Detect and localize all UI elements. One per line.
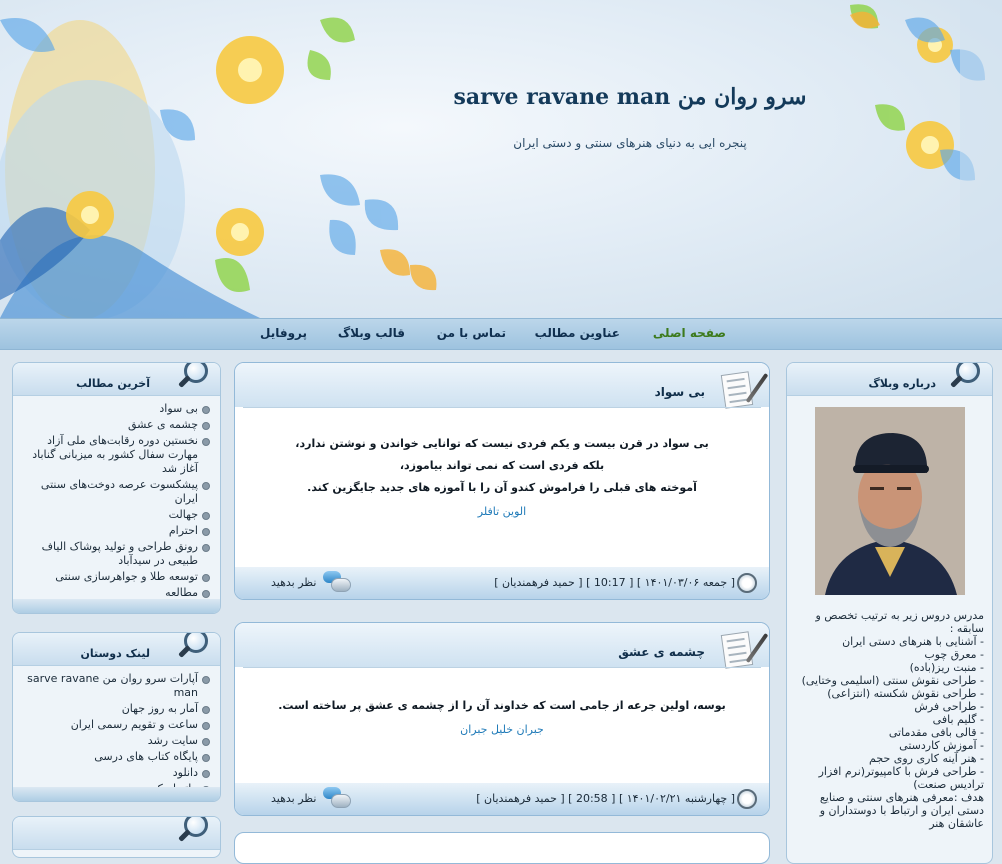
box-footer xyxy=(13,599,220,613)
about-line: - هنر آینه کاری روی حجم xyxy=(869,752,984,765)
post-quote-author: الوین تافلر xyxy=(477,505,527,518)
nav-home[interactable]: صفحه اصلی xyxy=(652,326,726,340)
site-subtitle: پنجره ایی به دنیای هنرهای سنتی و دستی ایران xyxy=(513,136,747,150)
post-body xyxy=(235,433,769,518)
list-item[interactable]: مطالعه xyxy=(23,586,212,600)
about-line: - منبت ریز(باده) xyxy=(909,661,984,674)
post-text-line: بلکه فردی است که نمی تواند بیاموزد، xyxy=(399,459,605,472)
next-sidebar-box xyxy=(12,816,221,858)
nav-contact[interactable]: تماس با من xyxy=(436,326,506,340)
comment-bubble-icon[interactable] xyxy=(323,787,349,807)
about-line: - طراحی فرش با کامپیوتر(نرم افزار ترادیس صنعت) xyxy=(818,765,984,791)
post-card xyxy=(234,622,770,816)
about-blog-box xyxy=(786,362,993,864)
author-photo xyxy=(815,407,965,595)
clock-icon xyxy=(737,573,757,593)
friends-links-title: لینک دوستان xyxy=(80,647,150,660)
about-text xyxy=(795,609,984,830)
list-item[interactable]: نخستین دوره رقابت‌های ملی آزاد مهارت سفال کشور به میزبانی گناباد آغاز شد xyxy=(23,434,212,476)
magnifier-icon xyxy=(948,362,982,391)
about-line: - طراحی فرش xyxy=(914,700,984,713)
about-line: - قالی بافی مقدماتی xyxy=(888,726,984,739)
comment-bubble-icon[interactable] xyxy=(323,571,349,591)
list-item[interactable]: توسعه طلا و جواهرسازی سنتی xyxy=(23,570,212,584)
post-title[interactable]: بی سواد xyxy=(654,385,705,399)
recent-posts-box xyxy=(12,362,221,614)
divider xyxy=(243,667,761,668)
floral-decoration xyxy=(0,0,1002,318)
about-line: - آشنایی با هنرهای دستی ایران xyxy=(842,635,984,648)
magnifier-icon xyxy=(176,816,210,845)
site-title[interactable]: سرو روان من sarve ravane man xyxy=(453,84,807,110)
comment-link[interactable]: نظر بدهید xyxy=(271,792,317,805)
list-item[interactable]: دانلود xyxy=(23,766,212,780)
nav-template[interactable]: قالب وبلاگ xyxy=(337,326,405,340)
post-title[interactable]: چشمه ی عشق xyxy=(618,645,705,659)
magnifier-icon xyxy=(176,362,210,391)
list-item[interactable]: آپارات سرو روان من sarve ravane man xyxy=(23,672,212,700)
list-item[interactable]: پایگاه کتاب های درسی xyxy=(23,750,212,764)
about-title: درباره وبلاگ xyxy=(868,377,936,390)
box-footer xyxy=(13,787,220,801)
post-text-line: بی سواد در قرن بیست و یکم فردی نیست که توانایی خواندن و نوشتن ندارد، xyxy=(295,437,709,450)
document-pen-icon xyxy=(719,629,759,667)
list-item[interactable]: بی سواد xyxy=(23,402,212,416)
post-text-line: آموخته های قبلی را فراموش کندو آن را با آموزه های جدید جایگزین کند. xyxy=(307,481,697,494)
about-line: - آموزش کاردستی xyxy=(899,739,984,752)
list-item[interactable]: رونق طراحی و تولید پوشاک الیاف طبیعی در سیدآباد xyxy=(23,540,212,568)
about-line: هدف :معرفی هنرهای سنتی و صنایع دستی ایران و ارتباط با دوستداران و عاشقان هنر xyxy=(819,791,984,830)
list-item[interactable]: سایت رشد xyxy=(23,734,212,748)
about-line: - طراحی نقوش سنتی (اسلیمی وختایی) xyxy=(801,674,984,687)
comment-link[interactable]: نظر بدهید xyxy=(271,576,317,589)
post-meta: [ جمعه ۱۴۰۱/۰۳/۰۶ ] [ 10:17 ] [ حمید فرهمندیان ] xyxy=(494,576,735,589)
recent-posts-list xyxy=(13,396,220,614)
list-item[interactable]: آمار به روز جهان xyxy=(23,702,212,716)
about-line: - طراحی نقوش شکسته (انتزاعی) xyxy=(827,687,984,700)
friends-links-list xyxy=(13,666,220,796)
post-card xyxy=(234,362,770,600)
header-banner xyxy=(0,0,1002,318)
list-item[interactable]: ساعت و تقویم رسمی ایران xyxy=(23,718,212,732)
document-pen-icon xyxy=(719,369,759,407)
list-item[interactable]: احترام xyxy=(23,524,212,538)
list-item[interactable]: پیشکسوت عرصه دوخت‌های سنتی ایران xyxy=(23,478,212,506)
clock-icon xyxy=(737,789,757,809)
list-item[interactable]: چشمه ی عشق xyxy=(23,418,212,432)
post-card xyxy=(234,832,770,864)
magnifier-icon xyxy=(176,632,210,661)
post-meta: [ چهارشنبه ۱۴۰۱/۰۲/۲۱ ] [ 20:58 ] [ حمید فرهمندیان ] xyxy=(476,792,735,805)
list-item[interactable]: جهالت xyxy=(23,508,212,522)
about-line: - معرق چوب xyxy=(924,648,984,661)
post-quote-author: جبران خلیل جبران xyxy=(460,723,544,736)
recent-posts-title: آخرین مطالب xyxy=(76,377,150,390)
about-line: - گلیم بافی xyxy=(932,713,984,726)
divider xyxy=(243,407,761,408)
nav-profile[interactable]: پروفایل xyxy=(259,326,307,340)
post-footer xyxy=(235,567,769,599)
post-body xyxy=(235,695,769,736)
friends-links-box xyxy=(12,632,221,802)
post-text-line: بوسه، اولین جرعه از جامی است که خداوند آن را از چشمه ی عشق پر ساخته است. xyxy=(278,699,726,712)
main-nav xyxy=(0,318,1002,350)
nav-post-titles[interactable]: عناوین مطالب xyxy=(534,326,620,340)
post-footer xyxy=(235,783,769,815)
about-line: مدرس دروس زیر به ترتیب تخصص و سابقه : xyxy=(815,609,984,635)
